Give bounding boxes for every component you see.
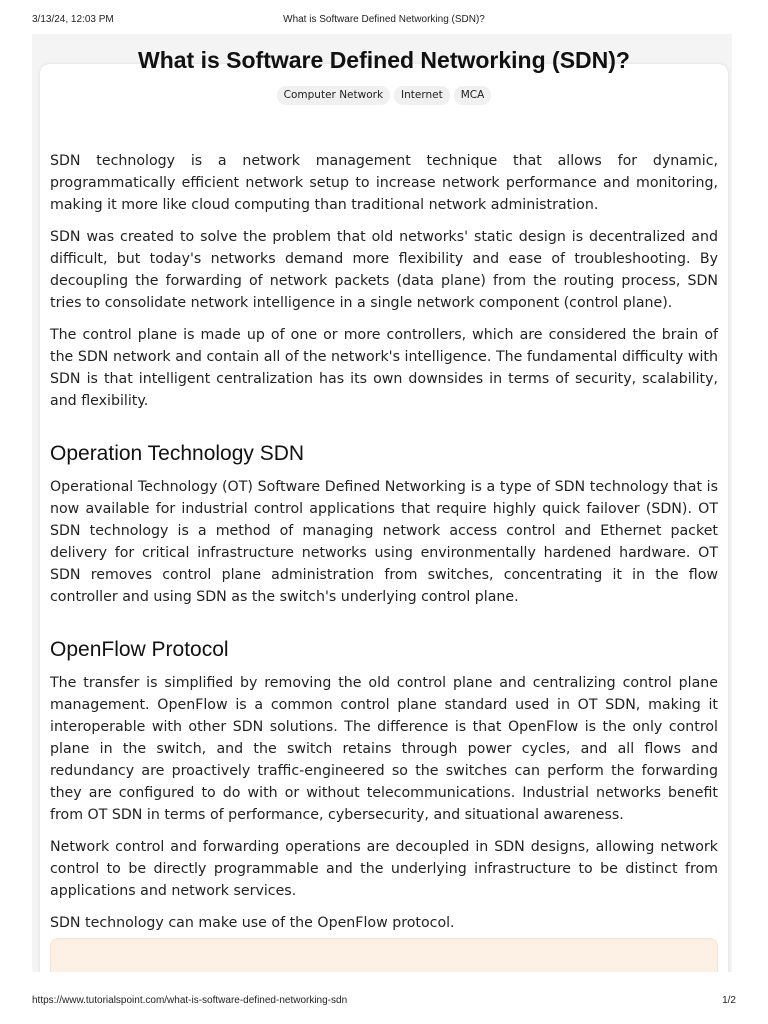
print-footer (32, 995, 736, 1009)
article-title: What is Software Defined Networking (SDN)? (138, 47, 630, 73)
intro-paragraph-3: The control plane is made up of one or more controllers, which are considered the brain of the SDN network and contain all of the network's intelligence. The fundamental difficulty with SDN is that intelligent centralization has its own downsides in terms of security, scalability, and flexibility. (50, 327, 718, 409)
page-bottom-margin (0, 972, 768, 994)
section-heading-ot-sdn: Operation Technology SDN (50, 442, 305, 465)
tag-internet[interactable]: Internet (394, 86, 450, 105)
section-heading-openflow: OpenFlow Protocol (50, 638, 229, 661)
print-page-title: What is Software Defined Networking (SDN)? (283, 14, 485, 25)
article-content (50, 150, 718, 944)
print-datetime: 3/13/24, 12:03 PM (32, 14, 114, 25)
openflow-paragraph-1: The transfer is simplified by removing the old control plane and centralizing control plane management. OpenFlow is a common control plane standard used in OT SDN, making it interoperable with other SDN solutions. The difference is that OpenFlow is the only control plane in the switch, and the switch retains through power cycles, and all flows and redundancy are proactively traffic-engineered so the switches can perform the forwarding they are configured to do with or without telecommunications. Industrial networks benefit from OT SDN in terms of performance, cybersecurity, and situational awareness. (50, 675, 718, 823)
tag-list (0, 86, 768, 105)
tag-mca[interactable]: MCA (454, 86, 492, 105)
tag-computer-network[interactable]: Computer Network (277, 86, 390, 105)
print-page-number: 1/2 (722, 995, 736, 1006)
print-url: https://www.tutorialspoint.com/what-is-software-defined-networking-sdn (32, 995, 348, 1006)
openflow-paragraph-2: Network control and forwarding operations are decoupled in SDN designs, allowing network control to be directly programmable and the underlying infrastructure to be distinct from applications and network services. (50, 839, 718, 899)
print-header (32, 14, 736, 28)
intro-paragraph-1: SDN technology is a network management technique that allows for dynamic, programmatically efficient network setup to increase network performance and monitoring, making it more like cloud computing than traditional network administration. (50, 153, 718, 213)
openflow-paragraph-3: SDN technology can make use of the OpenFlow protocol. (50, 915, 455, 931)
intro-paragraph-2: SDN was created to solve the problem that old networks' static design is decentralized and difficult, but today's networks demand more flexibility and ease of troubleshooting. By decoupling the forwarding of network packets (data plane) from the routing process, SDN tries to consolidate network intelligence in a single network component (control plane). (50, 229, 718, 311)
ot-sdn-paragraph: Operational Technology (OT) Software Defined Networking is a type of SDN technology that is now available for industrial control applications that require highly quick failover (SDN). OT SDN technology is a method of managing network access control and Ethernet packet delivery for critical infrastructure networks using environmentally hardened hardware. OT SDN removes control plane administration from switches, concentrating it in the flow controller and using SDN as the switch's underlying control plane. (50, 479, 718, 605)
